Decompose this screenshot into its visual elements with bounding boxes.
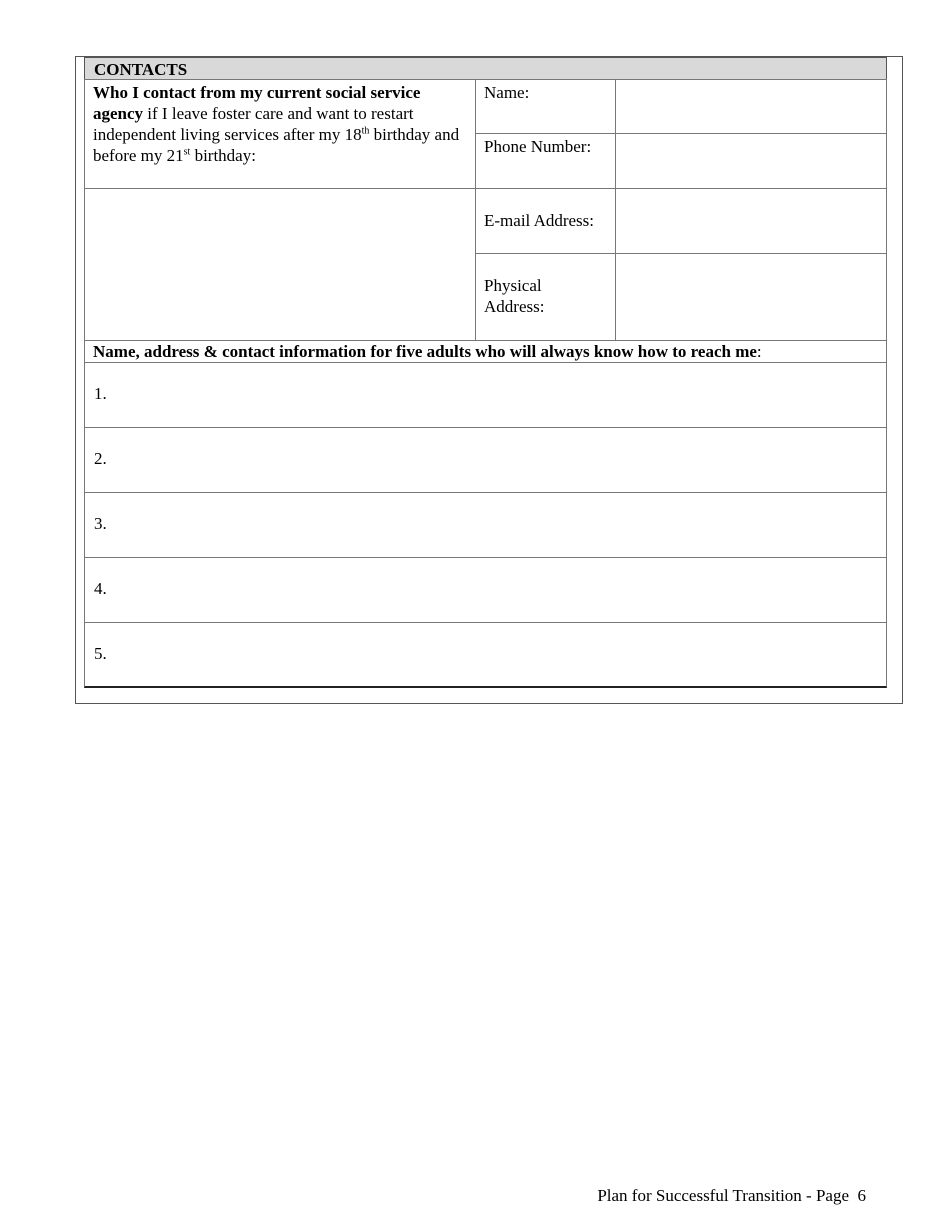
label-line: Address: (484, 297, 545, 316)
adult-entry-4[interactable]: 4. (84, 557, 887, 623)
physical-address-label (475, 253, 616, 341)
agency-description (84, 79, 476, 189)
blank-cell (84, 188, 476, 341)
email-label: E-mail Address: (475, 188, 616, 254)
adult-entry-3[interactable]: 3. (84, 492, 887, 558)
colon: : (756, 342, 762, 361)
page-footer: Plan for Successful Transition - Page 6 (597, 1186, 866, 1205)
adult-entry-2[interactable]: 2. (84, 427, 887, 493)
phone-label: Phone Number: (475, 133, 616, 189)
superscript: st (183, 146, 191, 158)
label-line: Physical (484, 276, 542, 295)
agency-text: if I leave foster care and want to restart independent living services after my 18 (93, 104, 414, 144)
agency-text: birthday and before my 21 (93, 125, 460, 165)
adult-entry-1[interactable]: 1. (84, 362, 887, 428)
agency-bold-text: Who I contact from my current social service agency (93, 83, 421, 123)
agency-text: birthday: (190, 146, 256, 165)
adult-entry-5[interactable]: 5. (84, 622, 887, 688)
adults-heading-text: Name, address & contact information for five adults who will always know how to reach me (93, 342, 757, 361)
name-label: Name: (475, 79, 616, 134)
name-field[interactable] (615, 79, 887, 134)
physical-address-field[interactable] (615, 253, 887, 341)
superscript: th (361, 125, 370, 137)
email-field[interactable] (615, 188, 887, 254)
phone-field[interactable] (615, 133, 887, 189)
adults-heading (84, 340, 887, 363)
section-header: CONTACTS (84, 57, 887, 80)
